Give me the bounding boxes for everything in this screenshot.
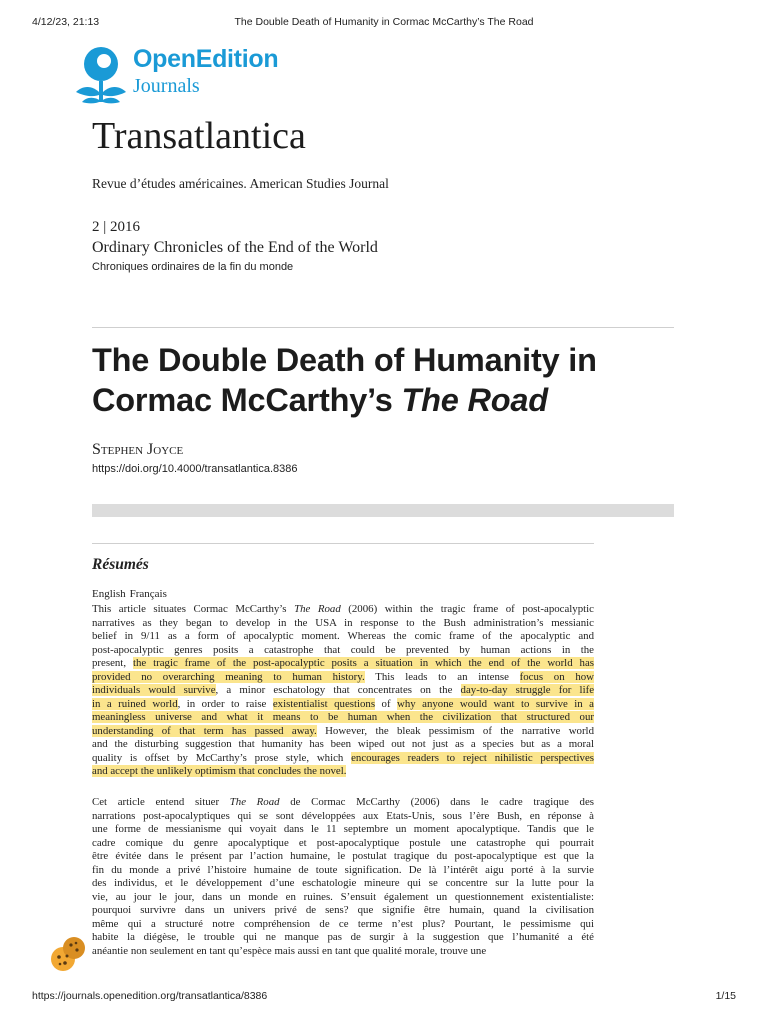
highlighted-text: in a ruined world	[92, 697, 178, 710]
abstract-line	[92, 864, 594, 878]
text-segment: , a minor eschatology that concentrates on the	[215, 684, 461, 696]
issue-number[interactable]: 2 | 2016	[92, 219, 141, 235]
abstract-line	[92, 738, 594, 752]
openedition-logo[interactable]	[74, 44, 314, 106]
resumes-divider	[92, 543, 594, 544]
abstract-line	[92, 850, 594, 864]
abstract-line	[92, 644, 594, 658]
text-segment: This article situates Cormac McCarthy’s	[92, 603, 295, 615]
text-segment: des individus, et le développement d’une eschatologie mineure qui se concentre sur la lutte pour la	[92, 877, 594, 889]
abstract-line	[92, 752, 594, 766]
text-segment: present,	[92, 657, 133, 669]
language-links	[92, 588, 171, 600]
text-segment: vie, au jour le jour, dans un monde en ruines. S’ensuit également un questionnement existentialiste:	[92, 890, 594, 903]
abstract-english	[92, 603, 594, 779]
highlighted-text: day-to-day struggle for life	[460, 684, 595, 696]
journal-title[interactable]: Transatlantica	[92, 115, 306, 157]
abstract-line	[92, 603, 594, 617]
abstract-line	[92, 657, 594, 671]
abstract-line	[92, 877, 594, 891]
italic-text: The Road	[229, 796, 280, 808]
text-segment: Cet article entend situer	[92, 796, 230, 808]
highlighted-text: provided no overarching meaning to human history.	[92, 670, 365, 683]
text-segment: narratives as they began to develop in the USA in response to the Bush administration’s messianic	[92, 616, 594, 629]
text-segment: cadre comique du genre apocalyptique et post-apocalyptique postule une catastrophe qui pourrait	[92, 836, 594, 849]
text-segment: However, the bleak pessimism of the narrative world	[316, 724, 594, 737]
text-segment: and the disturbing suggestion that humanity has been wiped out not just as a species but as a moral	[92, 738, 594, 750]
abstract-line	[92, 698, 594, 712]
abstract-line	[92, 796, 594, 810]
abstract-line	[92, 904, 594, 918]
text-segment: (2006) within the tragic frame of post-apocalyptic	[340, 603, 594, 615]
article-title-line1: The Double Death of Humanity in	[92, 342, 597, 378]
print-datetime: 4/12/23, 21:13	[32, 16, 100, 28]
abstract-line	[92, 630, 594, 644]
text-segment: habite la diégèse, le trouble qui ne manque pas de surgir à la suggestion que l’humanité a été	[92, 931, 594, 943]
text-segment: post-apocalyptic genres posits a catastrophe that could be prevented by human actions in the	[92, 643, 594, 656]
text-segment: anéantie non seulement en tant qu’espèce mais aussi en tant que qualité morale, trouve une	[92, 944, 487, 957]
abstract-line	[92, 931, 594, 945]
text-segment: une forme de messianisme qui voyait dans le 11 septembre un moment apocalyptique. Tandis que le	[92, 823, 594, 835]
journal-subtitle: Revue d’études américaines. American Studies Journal	[92, 176, 389, 191]
abstract-line	[92, 725, 594, 739]
abstract-line	[92, 765, 594, 779]
print-page-title: The Double Death of Humanity in Cormac McCarthy’s The Road	[234, 16, 534, 28]
abstract-line	[92, 918, 594, 932]
abstract-line	[92, 945, 594, 959]
abstract-line	[92, 810, 594, 824]
text-segment: of	[375, 697, 398, 710]
logo-sub: Journals	[133, 75, 200, 97]
print-header	[32, 16, 736, 30]
abstract-line	[92, 823, 594, 837]
text-segment: This leads to an intense	[364, 670, 520, 683]
header-divider	[92, 327, 674, 328]
highlighted-text: focus on how	[519, 670, 595, 683]
article-title-italic: The Road	[401, 382, 548, 418]
abstract-line	[92, 684, 594, 698]
abstract-line	[92, 711, 594, 725]
highlighted-text: the tragic frame of the post-apocalyptic posits a situation in which the end of the world has	[132, 657, 594, 669]
resumes-heading: Résumés	[92, 556, 149, 573]
text-segment: même qui a structuré notre compréhension de ce terme n’est plus? Pourtant, le pessimisme qui	[92, 917, 594, 930]
italic-text: The Road	[294, 603, 341, 615]
text-segment: fin du monde a privé l’histoire humaine de toute signification. De là l’intérêt aigu porté à la survie	[92, 863, 594, 876]
text-segment: narrations post-apocalyptiques qui se sont développées aux Etats-Unis, sous l’ère Bush, en réponse à	[92, 809, 594, 822]
openedition-flower-icon	[74, 44, 130, 106]
print-page-number: 1/15	[715, 990, 736, 1002]
highlighted-text: meaningless universe and what it means to be human when the civilization that structured our	[92, 711, 594, 723]
highlighted-text: existentialist questions	[272, 697, 376, 710]
text-segment: pourquoi survivre dans un univers privé de sens? que signifie être humain, quand la civilisation	[92, 904, 594, 916]
article-title	[92, 340, 692, 420]
issue-title[interactable]: Ordinary Chronicles of the End of the World	[92, 239, 378, 256]
highlighted-text: individuals would survive	[92, 684, 216, 696]
text-segment: quality is offset by McCarthy’s prose style, which	[92, 751, 352, 764]
abstract-line	[92, 671, 594, 685]
text-segment: de Cormac McCarthy (2006) dans le cadre tragique des	[279, 796, 594, 808]
cookie-icon	[50, 935, 88, 973]
abstract-french	[92, 796, 594, 958]
lang-link-francais[interactable]: Français	[129, 588, 167, 600]
issue-subtitle: Chroniques ordinaires de la fin du monde	[92, 261, 294, 273]
print-footer	[32, 990, 736, 1004]
section-bar	[92, 504, 674, 517]
abstract-line	[92, 617, 594, 631]
abstract-line	[92, 891, 594, 905]
highlighted-text: encourages readers to reject nihilistic perspectives	[351, 751, 594, 764]
highlighted-text: why anyone would want to survive in a	[397, 697, 594, 710]
print-url: https://journals.openedition.org/transatlantica/8386	[32, 990, 268, 1002]
text-segment: belief in 9/11 as a form of apocalyptic moment. Whereas the comic frame of the apocalyptic and	[92, 630, 594, 642]
highlighted-text: understanding of that term has passed away.	[92, 724, 317, 737]
highlighted-text: and accept the unlikely optimism that concludes the novel.	[92, 765, 347, 777]
abstract-line	[92, 837, 594, 851]
cookie-settings-button[interactable]	[50, 935, 88, 973]
lang-link-english[interactable]: English	[92, 588, 126, 600]
text-segment: , in order to raise	[177, 697, 273, 710]
article-title-line2: Cormac McCarthy’s	[92, 382, 402, 418]
doi-link[interactable]: https://doi.org/10.4000/transatlantica.8386	[92, 463, 298, 475]
author-name[interactable]: Stephen Joyce	[92, 441, 184, 458]
logo-brand: OpenEdition	[133, 45, 279, 73]
text-segment: être évitée dans le présent par l’action humaine, le postulat tragique du post-apocalyptique est que la	[92, 850, 594, 862]
